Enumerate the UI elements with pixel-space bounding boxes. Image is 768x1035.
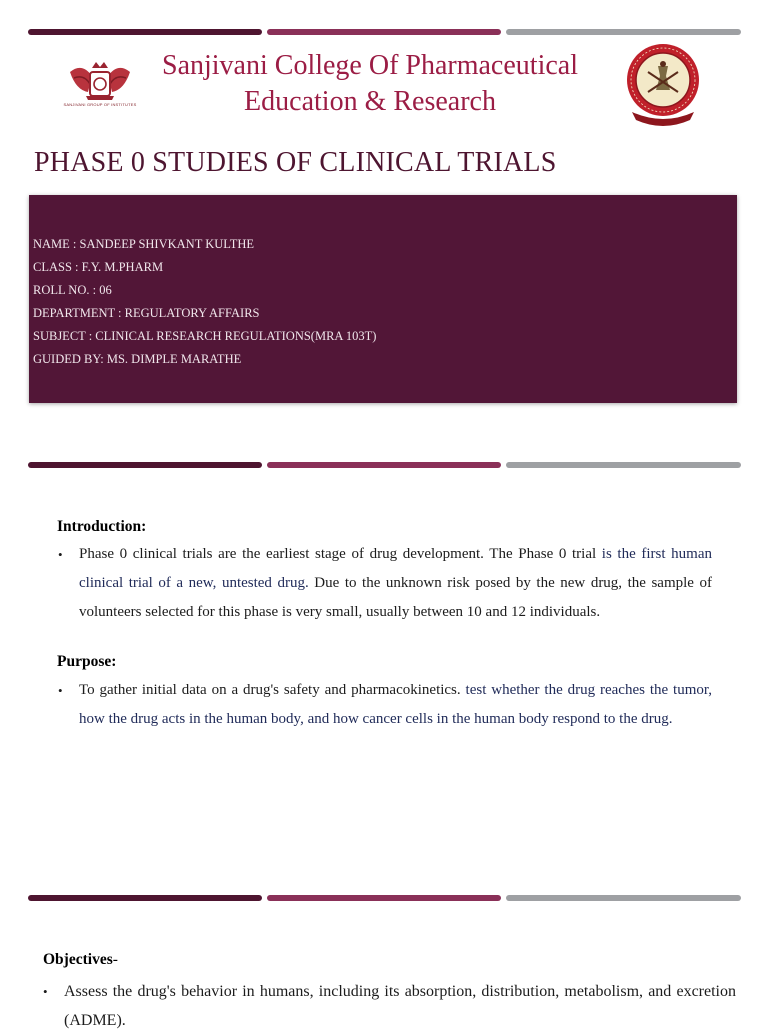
- college-title-line1: Sanjivani College Of Pharmaceutical: [162, 50, 578, 81]
- objectives-text: Assess the drug's behavior in humans, including its absorption, distribution, metabolism, and excretion (ADME).: [64, 983, 736, 1029]
- info-roll: ROLL NO. : 06: [33, 283, 112, 297]
- separator-bar-dark: [28, 462, 262, 468]
- info-name: NAME : SANDEEP SHIVKANT KULTHE: [33, 237, 255, 251]
- objectives-heading-text: Objectives: [43, 951, 113, 968]
- objectives-heading: [43, 951, 118, 969]
- separator-bar-grey: [506, 895, 741, 901]
- separator-bar-grey: [506, 462, 741, 468]
- college-seal-icon: [620, 42, 706, 126]
- purpose-text-a: To gather initial data on a drug's safety and pharmacokinetics.: [79, 682, 466, 698]
- separator-bar-mid: [267, 462, 501, 468]
- bullet-dot: •: [43, 984, 48, 999]
- page-title: PHASE 0 STUDIES OF CLINICAL TRIALS: [34, 147, 557, 178]
- info-department: DEPARTMENT : REGULATORY AFFAIRS: [33, 306, 260, 320]
- bullet-dot: •: [58, 547, 63, 562]
- college-seal-logo: [620, 42, 706, 126]
- separator-bar-dark: [28, 29, 262, 35]
- separator-bar-mid: [267, 895, 501, 901]
- introduction-heading: Introduction:: [57, 518, 147, 535]
- separator-bar-grey: [506, 29, 741, 35]
- bullet-dot: •: [58, 683, 63, 698]
- intro-text-b: is the first human clinical trial of a new, untested drug.: [79, 546, 712, 591]
- separator-bar-dark: [28, 895, 262, 901]
- intro-text-a: Phase 0 clinical trials are the earliest stage of drug development. The Phase 0 trial: [79, 546, 602, 562]
- info-class: CLASS : F.Y. M.PHARM: [33, 260, 164, 274]
- purpose-text: [79, 676, 712, 734]
- intro-text-c: Due to the unknown risk posed by the new drug, the sample of volunteers selected for this phase is very small, usually between 10 and 12 individuals.: [79, 575, 713, 620]
- separator-bar-mid: [267, 29, 501, 35]
- info-guided-by: GUIDED BY: MS. DIMPLE MARATHE: [33, 352, 242, 366]
- info-subject: SUBJECT : CLINICAL RESEARCH REGULATIONS(MRA 103T): [33, 329, 377, 343]
- crest-caption: SANJIVANI GROUP OF INSTITUTES: [63, 102, 137, 107]
- objectives-heading-suffix: -: [112, 951, 118, 968]
- purpose-heading: Purpose:: [57, 653, 117, 670]
- student-info-box: [29, 195, 737, 403]
- college-title-line2: Education & Research: [244, 86, 496, 117]
- college-title: [120, 48, 620, 120]
- purpose-text-b: test whether the drug reaches the tumor, how the drug acts in the human body, and how cancer cells in the human body respond to the drug.: [79, 682, 713, 727]
- introduction-text: [79, 540, 712, 627]
